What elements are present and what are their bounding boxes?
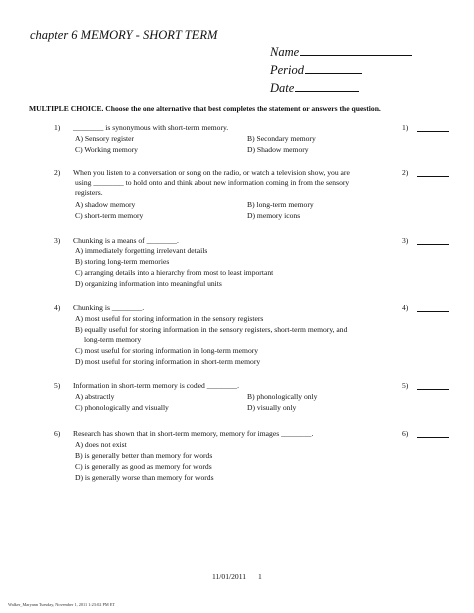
answer-blank[interactable] — [417, 311, 449, 312]
period-line — [305, 62, 362, 74]
instructions: MULTIPLE CHOICE. Choose the one alternative that best completes the statement or answers the question. — [29, 104, 381, 113]
question-stem: ________ is synonymous with short-term memory. — [73, 123, 229, 132]
question-number: 4) — [54, 303, 61, 312]
choice-a[interactable]: A) does not exist — [75, 440, 127, 449]
choice-c[interactable]: C) most useful for storing information in long-term memory — [75, 346, 259, 355]
date-field[interactable] — [270, 80, 359, 96]
question-stem: Research has shown that in short-term memory, memory for images ________. — [73, 429, 314, 438]
question-number: 1) — [54, 123, 61, 132]
choice-c[interactable]: C) Working memory — [75, 145, 138, 154]
print-stamp: Walker_Maryann Tuesday, November 1, 2011 1:23:02 PM ET — [8, 602, 115, 607]
page-footer — [212, 572, 262, 581]
choice-d[interactable]: D) organizing information into meaningful units — [75, 279, 222, 288]
choice-c[interactable]: C) arranging details into a hierarchy from most to least important — [75, 268, 274, 277]
question-number: 5) — [54, 381, 61, 390]
period-field[interactable] — [270, 62, 362, 78]
question-number: 2) — [54, 168, 61, 177]
date-line — [295, 80, 359, 92]
choice-b-continued: long-term memory — [84, 335, 142, 344]
question-stem: Chunking is ________. — [73, 303, 145, 312]
answer-number: 4) — [402, 303, 409, 312]
answer-number: 5) — [402, 381, 409, 390]
name-label: Name — [270, 45, 300, 59]
question-stem-line-1: When you listen to a conversation or song on the radio, or watch a television show, you are — [73, 168, 350, 177]
name-field[interactable] — [270, 44, 412, 60]
answer-blank[interactable] — [417, 131, 449, 132]
choice-c[interactable]: C) short-term memory — [75, 211, 144, 220]
answer-blank[interactable] — [417, 389, 449, 390]
choice-c[interactable]: C) phonologically and visually — [75, 403, 169, 412]
choice-c[interactable]: C) is generally as good as memory for words — [75, 462, 212, 471]
choice-a[interactable]: A) shadow memory — [75, 200, 136, 209]
answer-blank[interactable] — [417, 244, 449, 245]
question-number: 6) — [54, 429, 61, 438]
choice-a[interactable]: A) most useful for storing information in the sensory registers — [75, 314, 264, 323]
name-line — [300, 44, 412, 56]
page-title: chapter 6 MEMORY - SHORT TERM — [30, 28, 218, 42]
choice-a[interactable]: A) abstractly — [75, 392, 115, 401]
question-stem: Chunking is a means of ________. — [73, 236, 179, 245]
answer-number: 3) — [402, 236, 409, 245]
choice-d[interactable]: D) most useful for storing information in short-term memory — [75, 357, 261, 366]
answer-number: 2) — [402, 168, 409, 177]
choice-b[interactable]: B) Secondary memory — [247, 134, 316, 143]
choice-d[interactable]: D) is generally worse than memory for words — [75, 473, 214, 482]
choice-b[interactable]: B) equally useful for storing information in the sensory registers, short-term memory, and — [75, 325, 348, 334]
period-label: Period — [270, 63, 305, 77]
answer-blank[interactable] — [417, 176, 449, 177]
question-stem: Information in short-term memory is coded ________. — [73, 381, 239, 390]
date-label: Date — [270, 81, 295, 95]
answer-number: 6) — [402, 429, 409, 438]
choice-b[interactable]: B) phonologically only — [247, 392, 318, 401]
choice-d[interactable]: D) Shadow memory — [247, 145, 309, 154]
choice-b[interactable]: B) long-term memory — [247, 200, 314, 209]
footer-date: 11/01/2011 — [212, 572, 247, 581]
answer-blank[interactable] — [417, 437, 449, 438]
question-stem-line-2: using ________ to hold onto and think about new information coming in from the sensory — [75, 178, 350, 187]
choice-b[interactable]: B) is generally better than memory for words — [75, 451, 213, 460]
choice-a[interactable]: A) Sensory register — [75, 134, 135, 143]
choice-d[interactable]: D) visually only — [247, 403, 297, 412]
question-stem-line-3: registers. — [75, 188, 103, 197]
choice-b[interactable]: B) storing long-term memories — [75, 257, 170, 266]
choice-d[interactable]: D) memory icons — [247, 211, 301, 220]
question-number: 3) — [54, 236, 61, 245]
answer-number: 1) — [402, 123, 409, 132]
page-number: 1 — [258, 572, 262, 581]
choice-a[interactable]: A) immediately forgetting irrelevant details — [75, 246, 208, 255]
